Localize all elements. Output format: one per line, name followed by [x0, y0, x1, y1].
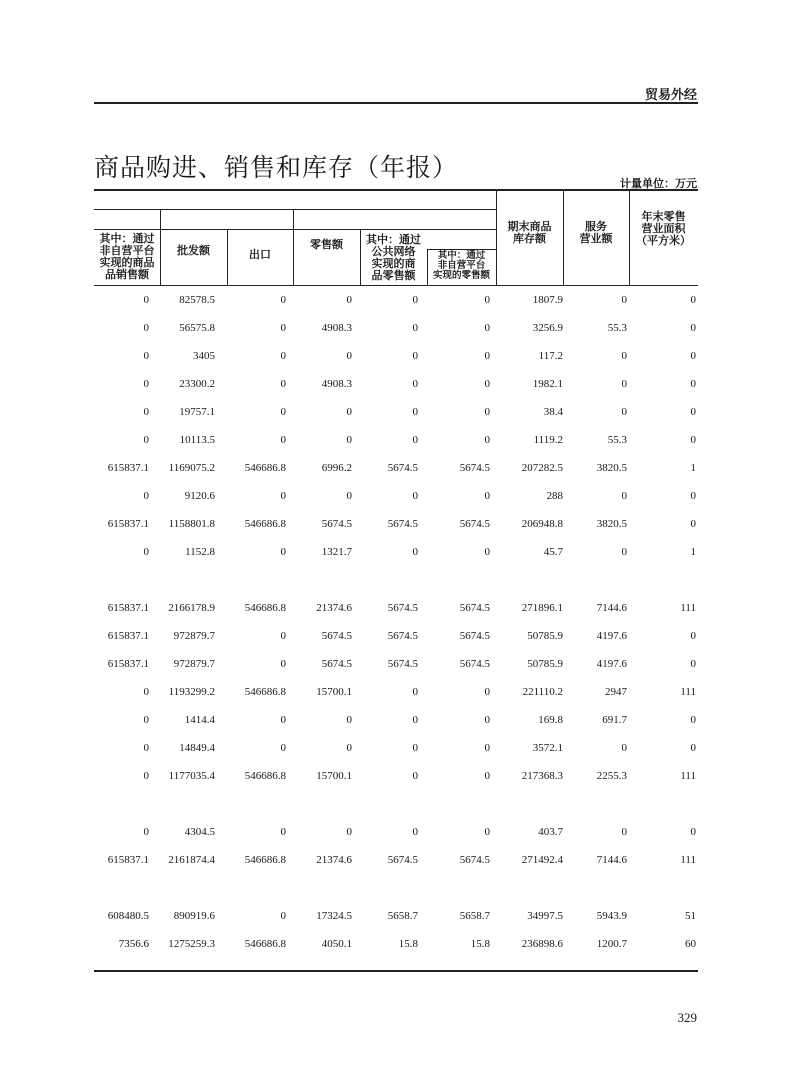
table-cell: 0	[346, 350, 352, 362]
unit-label: 计量单位：万元	[620, 177, 697, 190]
table-cell: 1982.1	[532, 378, 563, 390]
table-cell: 45.7	[543, 546, 563, 558]
table-cell: 50785.9	[527, 630, 563, 642]
table-cell: 5943.9	[596, 910, 627, 922]
table-cell: 9120.6	[184, 490, 215, 502]
table-cell: 0	[484, 434, 490, 446]
table-cell: 217368.3	[521, 770, 563, 782]
table-cell: 0	[412, 686, 418, 698]
table-cell: 1200.7	[596, 938, 627, 950]
table-cell: 0	[280, 742, 286, 754]
table-cell: 0	[143, 826, 149, 838]
table-cell: 0	[280, 434, 286, 446]
table-cell: 890919.6	[173, 910, 215, 922]
table-cell: 3405	[193, 350, 215, 362]
table-cell: 546686.8	[244, 462, 286, 474]
table-cell: 1177035.4	[168, 770, 215, 782]
table-cell: 0	[690, 322, 696, 334]
table-cell: 0	[346, 294, 352, 306]
table-cell: 0	[412, 714, 418, 726]
table-row	[94, 374, 698, 394]
table-cell: 2161874.4	[168, 854, 215, 866]
table-row	[94, 682, 698, 702]
table-cell: 546686.8	[244, 686, 286, 698]
bottom-rule	[94, 970, 698, 972]
table-cell: 6996.2	[321, 462, 352, 474]
table-cell: 5674.5	[459, 462, 490, 474]
table-cell: 0	[346, 406, 352, 418]
table-cell: 0	[621, 826, 627, 838]
table-row	[94, 598, 698, 618]
table-cell: 169.8	[538, 714, 563, 726]
table-cell: 0	[412, 406, 418, 418]
col-header-wholesale: 批发额	[177, 244, 210, 257]
table-cell: 2166178.9	[168, 602, 215, 614]
table-row	[94, 290, 698, 310]
table-cell: 7144.6	[596, 854, 627, 866]
table-row	[94, 402, 698, 422]
table-cell: 5674.5	[459, 630, 490, 642]
table-cell: 14849.4	[179, 742, 215, 754]
header-sub-rule	[94, 209, 496, 210]
table-cell: 1321.7	[321, 546, 352, 558]
table-cell: 5674.5	[459, 854, 490, 866]
table-cell: 0	[143, 770, 149, 782]
table-row	[94, 738, 698, 758]
table-cell: 0	[621, 546, 627, 558]
table-cell: 55.3	[607, 434, 627, 446]
table-cell: 3820.5	[596, 462, 627, 474]
table-cell: 34997.5	[527, 910, 563, 922]
table-cell: 1152.8	[185, 546, 215, 558]
table-cell: 0	[280, 322, 286, 334]
table-row	[94, 430, 698, 450]
table-cell: 2947	[605, 686, 627, 698]
col-header-retail: 零售额	[310, 238, 343, 251]
table-cell: 0	[621, 378, 627, 390]
table-cell: 0	[621, 490, 627, 502]
page-number: 329	[677, 1010, 697, 1025]
table-cell: 60	[685, 938, 696, 950]
table-cell: 0	[484, 826, 490, 838]
table-cell: 972879.7	[173, 630, 215, 642]
table-cell: 0	[280, 350, 286, 362]
table-cell: 0	[690, 658, 696, 670]
table-cell: 117.2	[538, 350, 563, 362]
table-cell: 1	[690, 462, 696, 474]
table-cell: 3820.5	[596, 518, 627, 530]
table-cell: 615837.1	[107, 630, 149, 642]
table-cell: 546686.8	[244, 770, 286, 782]
table-cell: 82578.5	[179, 294, 215, 306]
table-cell: 0	[621, 742, 627, 754]
table-cell: 5674.5	[321, 630, 352, 642]
table-cell: 21374.6	[316, 854, 352, 866]
table-cell: 7356.6	[118, 938, 149, 950]
table-cell: 0	[484, 770, 490, 782]
table-cell: 0	[690, 434, 696, 446]
table-cell: 0	[484, 546, 490, 558]
table-cell: 403.7	[538, 826, 563, 838]
table-cell: 19757.1	[179, 406, 215, 418]
table-cell: 1158801.8	[168, 518, 215, 530]
table-cell: 10113.5	[179, 434, 215, 446]
table-cell: 0	[143, 294, 149, 306]
table-cell: 51	[685, 910, 696, 922]
table-row	[94, 934, 698, 954]
table-cell: 2255.3	[596, 770, 627, 782]
header-top-rule	[94, 189, 698, 191]
table-cell: 0	[143, 686, 149, 698]
table-cell: 21374.6	[316, 602, 352, 614]
table-cell: 5674.5	[387, 854, 418, 866]
table-row	[94, 766, 698, 786]
table-cell: 972879.7	[173, 658, 215, 670]
table-cell: 0	[690, 826, 696, 838]
table-cell: 55.3	[607, 322, 627, 334]
col-header-service-revenue: 服务 营业额	[579, 220, 613, 245]
table-cell: 0	[484, 350, 490, 362]
table-cell: 15.8	[398, 938, 418, 950]
table-cell: 0	[280, 406, 286, 418]
table-cell: 1414.4	[184, 714, 215, 726]
table-cell: 5674.5	[321, 658, 352, 670]
table-cell: 4050.1	[321, 938, 352, 950]
table-cell: 615837.1	[107, 602, 149, 614]
table-cell: 615837.1	[107, 854, 149, 866]
table-cell: 0	[280, 658, 286, 670]
table-cell: 0	[621, 294, 627, 306]
table-cell: 0	[412, 490, 418, 502]
table-header	[94, 189, 698, 286]
col-header-closing-inventory: 期末商品 库存额	[507, 220, 552, 245]
table-cell: 0	[143, 546, 149, 558]
table-cell: 3256.9	[532, 322, 563, 334]
table-cell: 288	[546, 490, 563, 502]
table-cell: 5674.5	[387, 602, 418, 614]
table-cell: 50785.9	[527, 658, 563, 670]
table-cell: 111	[680, 602, 696, 614]
table-cell: 0	[346, 490, 352, 502]
table-cell: 0	[484, 742, 490, 754]
table-cell: 4908.3	[321, 378, 352, 390]
table-cell: 0	[621, 350, 627, 362]
table-cell: 111	[680, 770, 696, 782]
table-cell: 0	[280, 378, 286, 390]
table-cell: 0	[143, 434, 149, 446]
table-cell: 0	[280, 490, 286, 502]
table-cell: 1119.2	[533, 434, 563, 446]
table-cell: 15.8	[470, 938, 490, 950]
table-cell: 207282.5	[521, 462, 563, 474]
table-cell: 0	[143, 322, 149, 334]
table-cell: 5674.5	[387, 518, 418, 530]
table-cell: 691.7	[602, 714, 627, 726]
table-cell: 5674.5	[459, 518, 490, 530]
header-bottom-rule	[94, 285, 698, 286]
table-cell: 0	[346, 826, 352, 838]
table-cell: 5674.5	[459, 658, 490, 670]
col-header-retail-area: 年末零售 营业面积 （平方米）	[636, 210, 691, 247]
table-cell: 0	[412, 434, 418, 446]
table-cell: 0	[690, 294, 696, 306]
table-cell: 206948.8	[521, 518, 563, 530]
table-cell: 3572.1	[532, 742, 563, 754]
table-row	[94, 822, 698, 842]
top-rule	[94, 102, 698, 104]
table-cell: 0	[280, 910, 286, 922]
table-cell: 0	[690, 630, 696, 642]
section-label: 贸易外经	[644, 88, 697, 103]
table-cell: 615837.1	[107, 658, 149, 670]
table-cell: 546686.8	[244, 854, 286, 866]
table-cell: 0	[280, 714, 286, 726]
page-title: 商品购进、销售和库存（年报）	[94, 152, 459, 182]
table-cell: 0	[690, 378, 696, 390]
table-cell: 0	[143, 350, 149, 362]
col-header-online-retail: 其中：通过 公共网络 实现的商 品零售额	[366, 233, 421, 282]
table-cell: 0	[346, 714, 352, 726]
col-header-nonself-platform-retail: 其中：通过 非自营平台 实现的零售额	[432, 250, 490, 281]
table-row	[94, 542, 698, 562]
table-cell: 0	[412, 826, 418, 838]
table-cell: 7144.6	[596, 602, 627, 614]
table-cell: 615837.1	[107, 518, 149, 530]
table-cell: 5674.5	[459, 602, 490, 614]
table-row	[94, 626, 698, 646]
table-cell: 0	[484, 322, 490, 334]
table-cell: 271896.1	[521, 602, 563, 614]
table-cell: 0	[412, 742, 418, 754]
table-cell: 0	[690, 406, 696, 418]
table-cell: 56575.8	[179, 322, 215, 334]
table-row	[94, 458, 698, 478]
table-cell: 0	[143, 714, 149, 726]
table-cell: 0	[346, 742, 352, 754]
table-cell: 0	[280, 630, 286, 642]
table-cell: 0	[412, 378, 418, 390]
col-header-export: 出口	[249, 248, 271, 261]
table-cell: 0	[690, 490, 696, 502]
table-row	[94, 486, 698, 506]
table-cell: 4304.5	[184, 826, 215, 838]
table-cell: 0	[484, 714, 490, 726]
table-cell: 5674.5	[321, 518, 352, 530]
table-cell: 23300.2	[179, 378, 215, 390]
table-cell: 0	[143, 378, 149, 390]
table-cell: 236898.6	[521, 938, 563, 950]
table-cell: 0	[280, 294, 286, 306]
table-cell: 271492.4	[521, 854, 563, 866]
table-row	[94, 654, 698, 674]
table-cell: 5674.5	[387, 630, 418, 642]
table-row	[94, 710, 698, 730]
table-cell: 0	[412, 322, 418, 334]
table-cell: 0	[280, 826, 286, 838]
table-cell: 4908.3	[321, 322, 352, 334]
table-cell: 0	[690, 518, 696, 530]
table-cell: 0	[690, 350, 696, 362]
table-cell: 111	[680, 854, 696, 866]
table-cell: 5674.5	[387, 462, 418, 474]
table-cell: 1193299.2	[168, 686, 215, 698]
table-cell: 615837.1	[107, 462, 149, 474]
table-cell: 0	[412, 770, 418, 782]
table-cell: 1169075.2	[168, 462, 215, 474]
table-row	[94, 514, 698, 534]
table-cell: 17324.5	[316, 910, 352, 922]
table-cell: 1	[690, 546, 696, 558]
table-cell: 0	[484, 686, 490, 698]
table-cell: 0	[412, 294, 418, 306]
table-cell: 5658.7	[459, 910, 490, 922]
table-cell: 0	[690, 742, 696, 754]
table-cell: 0	[143, 406, 149, 418]
table-cell: 4197.6	[596, 658, 627, 670]
table-cell: 0	[484, 294, 490, 306]
table-cell: 15700.1	[316, 686, 352, 698]
table-cell: 221110.2	[522, 686, 563, 698]
table-row	[94, 850, 698, 870]
table-cell: 608480.5	[107, 910, 149, 922]
table-cell: 0	[143, 490, 149, 502]
table-cell: 0	[143, 742, 149, 754]
table-row	[94, 906, 698, 926]
table-cell: 4197.6	[596, 630, 627, 642]
table-cell: 0	[484, 406, 490, 418]
table-cell: 0	[280, 546, 286, 558]
table-row	[94, 318, 698, 338]
table-cell: 0	[346, 434, 352, 446]
table-cell: 0	[412, 546, 418, 558]
table-cell: 0	[621, 406, 627, 418]
header-sub-rule	[94, 229, 496, 230]
table-cell: 0	[484, 490, 490, 502]
table-cell: 546686.8	[244, 602, 286, 614]
col-header-nonself-platform-sales: 其中：通过 非自营平台 实现的商品 品销售额	[99, 232, 155, 281]
table-cell: 15700.1	[316, 770, 352, 782]
table-cell: 38.4	[543, 406, 563, 418]
table-cell: 5674.5	[387, 658, 418, 670]
table-cell: 546686.8	[244, 938, 286, 950]
table-cell: 0	[412, 350, 418, 362]
table-row	[94, 346, 698, 366]
table-cell: 1275259.3	[168, 938, 215, 950]
table-cell: 5658.7	[387, 910, 418, 922]
table-cell: 0	[484, 378, 490, 390]
table-cell: 0	[690, 714, 696, 726]
table-cell: 1807.9	[532, 294, 563, 306]
table-cell: 111	[680, 686, 696, 698]
table-cell: 546686.8	[244, 518, 286, 530]
